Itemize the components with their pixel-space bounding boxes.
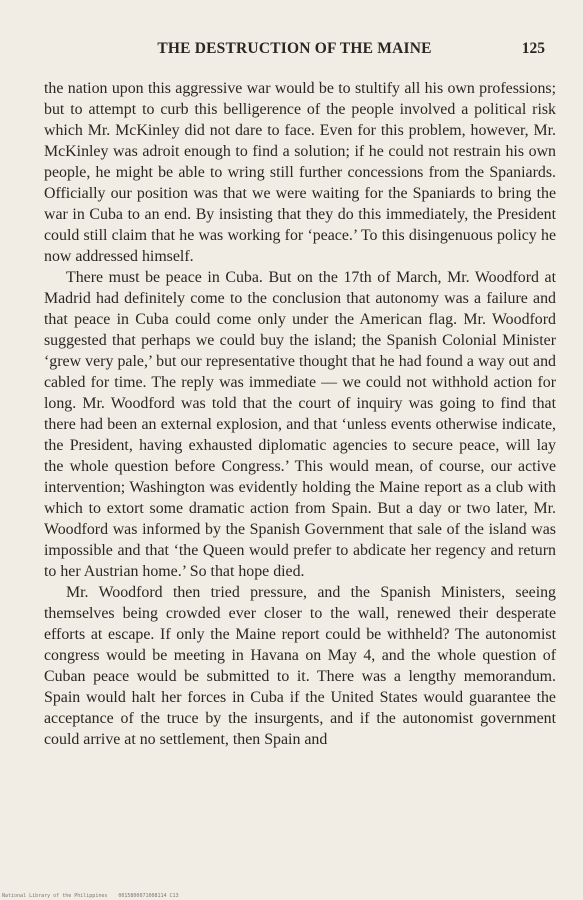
paragraph-peace-in-cuba: There must be peace in Cuba. But on the 17th of March, Mr. Woodford at Madrid had definitely come to the conclusion that autonomy was a failure and that peace in Cuba could come only under the American flag. Mr. Woodford suggested that perhaps we could buy the island; the Spanish Colonial Minister ‘grew very pale,’ but our representative thought that he had found a way out and cabled for time. The reply was immediate — we could not withhold action for long. Mr. Woodford was told that the court of inquiry was going to find that there had been an external explosion, and that ‘unless events otherwise indicate, the President, having exhausted diplomatic agencies to secure peace, will lay the whole question before Congress.’ This would mean, of course, our active intervention; Washington was evidently holding the Maine report as a club with which to extort some dramatic action from Spain. But a day or two later, Mr. Woodford was informed by the Spanish Government that sale of the island was impossible and that ‘the Queen would prefer to abdicate her regency and return to her Austrian home.’ So that hope died.	[44, 269, 556, 580]
running-title: THE DESTRUCTION OF THE MAINE	[157, 40, 432, 57]
scan-footer	[2, 893, 187, 899]
running-head	[44, 40, 545, 64]
page-number: 125	[521, 40, 545, 57]
library-stamp: National Library of the Philippines	[2, 893, 108, 899]
paragraph-woodford-pressure: Mr. Woodford then tried pressure, and the Spanish Ministers, seeing themselves being crowded ever closer to the wall, renewed their desperate efforts at escape. If only the Maine report could be withheld? The autonomist congress would be meeting in Havana on May 4, and the whole question of Cuban peace would be submitted to it. There was a lengthy memorandum. Spain would halt her forces in Cuba if the United States would guarantee the acceptance of the truce by the insurgents, and if the autonomist government could arrive at no settlement, then Spain and	[44, 584, 556, 748]
scan-id: 0015800071008114 C13	[118, 893, 179, 899]
body-text	[44, 78, 556, 750]
paragraph-continuation: the nation upon this aggressive war would be to stultify all his own professions; but to attempt to curb this belligerence of the people involved a political risk which Mr. McKinley did not dare to face. Even for this problem, however, Mr. McKinley was adroit enough to find a solution; if he could not restrain his own people, he might be able to wring still further concessions from the Spaniards. Officially our position was that we were waiting for the Spaniards to bring the war in Cuba to an end. By insisting that they do this immediately, the President could still claim that he was working for ‘peace.’ To this disingenuous policy he now addressed himself.	[44, 80, 556, 265]
